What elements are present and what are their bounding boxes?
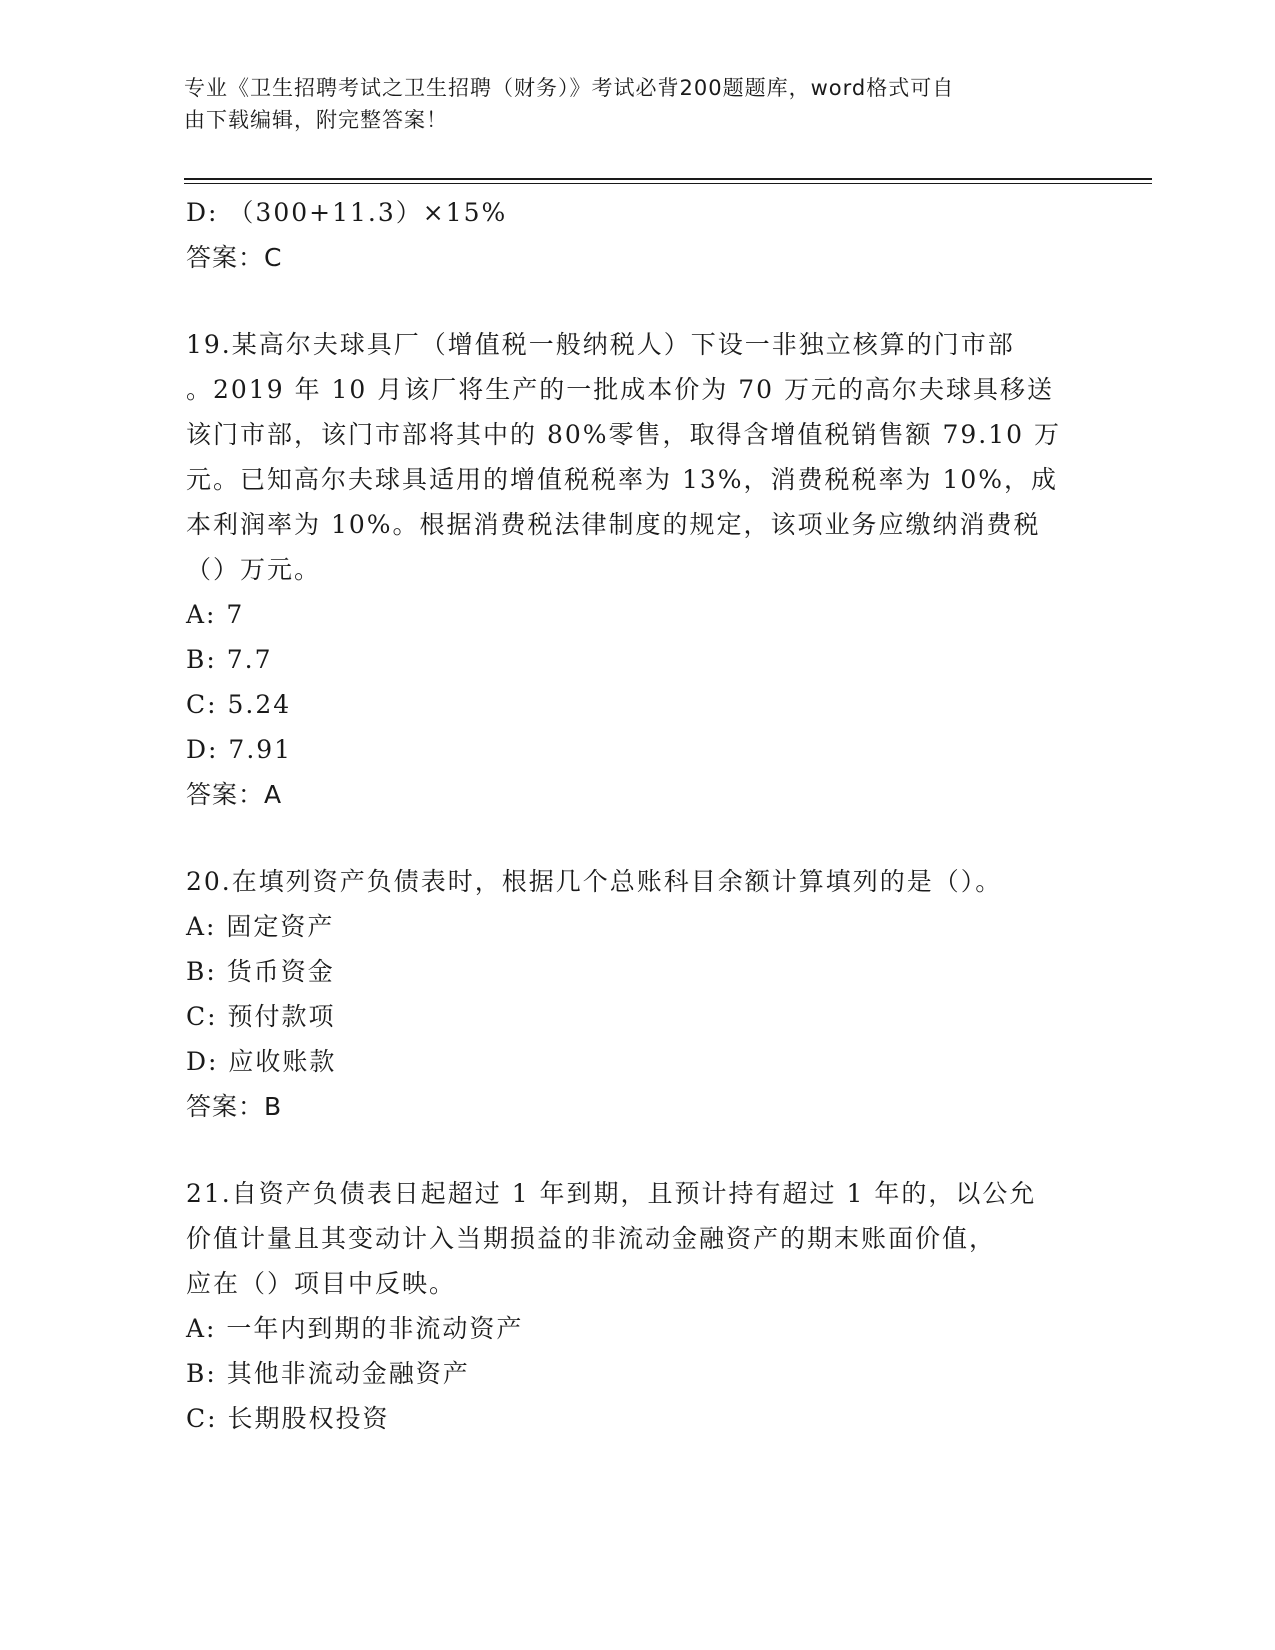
spacer (186, 817, 1086, 859)
answer-line: 答案：B (186, 1092, 283, 1121)
option-a: A: 固定资产 (186, 912, 335, 941)
question-stem-line: 21.自资产负债表日起超过 1 年到期，且预计持有超过 1 年的，以公允 (186, 1179, 1037, 1208)
question-21 (186, 1171, 1086, 1441)
question-stem-line: 元。已知高尔夫球具适用的增值税税率为 13%，消费税税率为 10%，成 (186, 465, 1059, 494)
option-b: B: 7.7 (186, 645, 273, 674)
option-c: C: 5.24 (186, 690, 292, 719)
spacer (186, 280, 1086, 322)
question-stem (186, 1171, 1086, 1306)
header-divider-thin (184, 183, 1152, 184)
question-stem-line: 。2019 年 10 月该厂将生产的一批成本价为 70 万元的高尔夫球具移送 (186, 375, 1054, 404)
option-a: A: 7 (186, 600, 245, 629)
option-b: B: 其他非流动金融资产 (186, 1359, 470, 1388)
document-body (186, 190, 1086, 1441)
option-d: D: （300+11.3）×15% (186, 198, 508, 227)
question-18-tail (186, 190, 1086, 280)
answer-line: 答案：A (186, 780, 283, 809)
question-stem (186, 859, 1086, 904)
option-a: A: 一年内到期的非流动资产 (186, 1314, 524, 1343)
question-stem-line: 19.某高尔夫球具厂（增值税一般纳税人）下设一非独立核算的门市部 (186, 330, 1015, 359)
answer-line: 答案：C (186, 243, 283, 272)
option-b: B: 货币资金 (186, 957, 335, 986)
header-title-line-1: 专业《卫生招聘考试之卫生招聘（财务）》考试必背200题题库，word格式可自 (184, 76, 955, 100)
header-divider-thick (184, 178, 1152, 180)
question-20 (186, 859, 1086, 1129)
question-stem-line: 应在（）项目中反映。 (186, 1269, 457, 1298)
spacer (186, 1129, 1086, 1171)
header-title-line-2: 由下载编辑，附完整答案！ (184, 108, 448, 132)
question-stem-line: 本利润率为 10%。根据消费税法律制度的规定，该项业务应缴纳消费税 (186, 510, 1041, 539)
option-d: D: 应收账款 (186, 1047, 337, 1076)
document-header (184, 72, 1064, 136)
question-stem-line: 20.在填列资产负债表时，根据几个总账科目余额计算填列的是（）。 (186, 867, 1003, 896)
question-stem (186, 322, 1086, 592)
option-c: C: 长期股权投资 (186, 1404, 390, 1433)
option-c: C: 预付款项 (186, 1002, 336, 1031)
option-d: D: 7.91 (186, 735, 293, 764)
question-stem-line: 价值计量且其变动计入当期损益的非流动金融资产的期末账面价值， (186, 1224, 997, 1253)
question-stem-line: （）万元。 (186, 555, 322, 584)
question-stem-line: 该门市部，该门市部将其中的 80%零售，取得含增值税销售额 79.10 万 (186, 420, 1061, 449)
question-19 (186, 322, 1086, 817)
